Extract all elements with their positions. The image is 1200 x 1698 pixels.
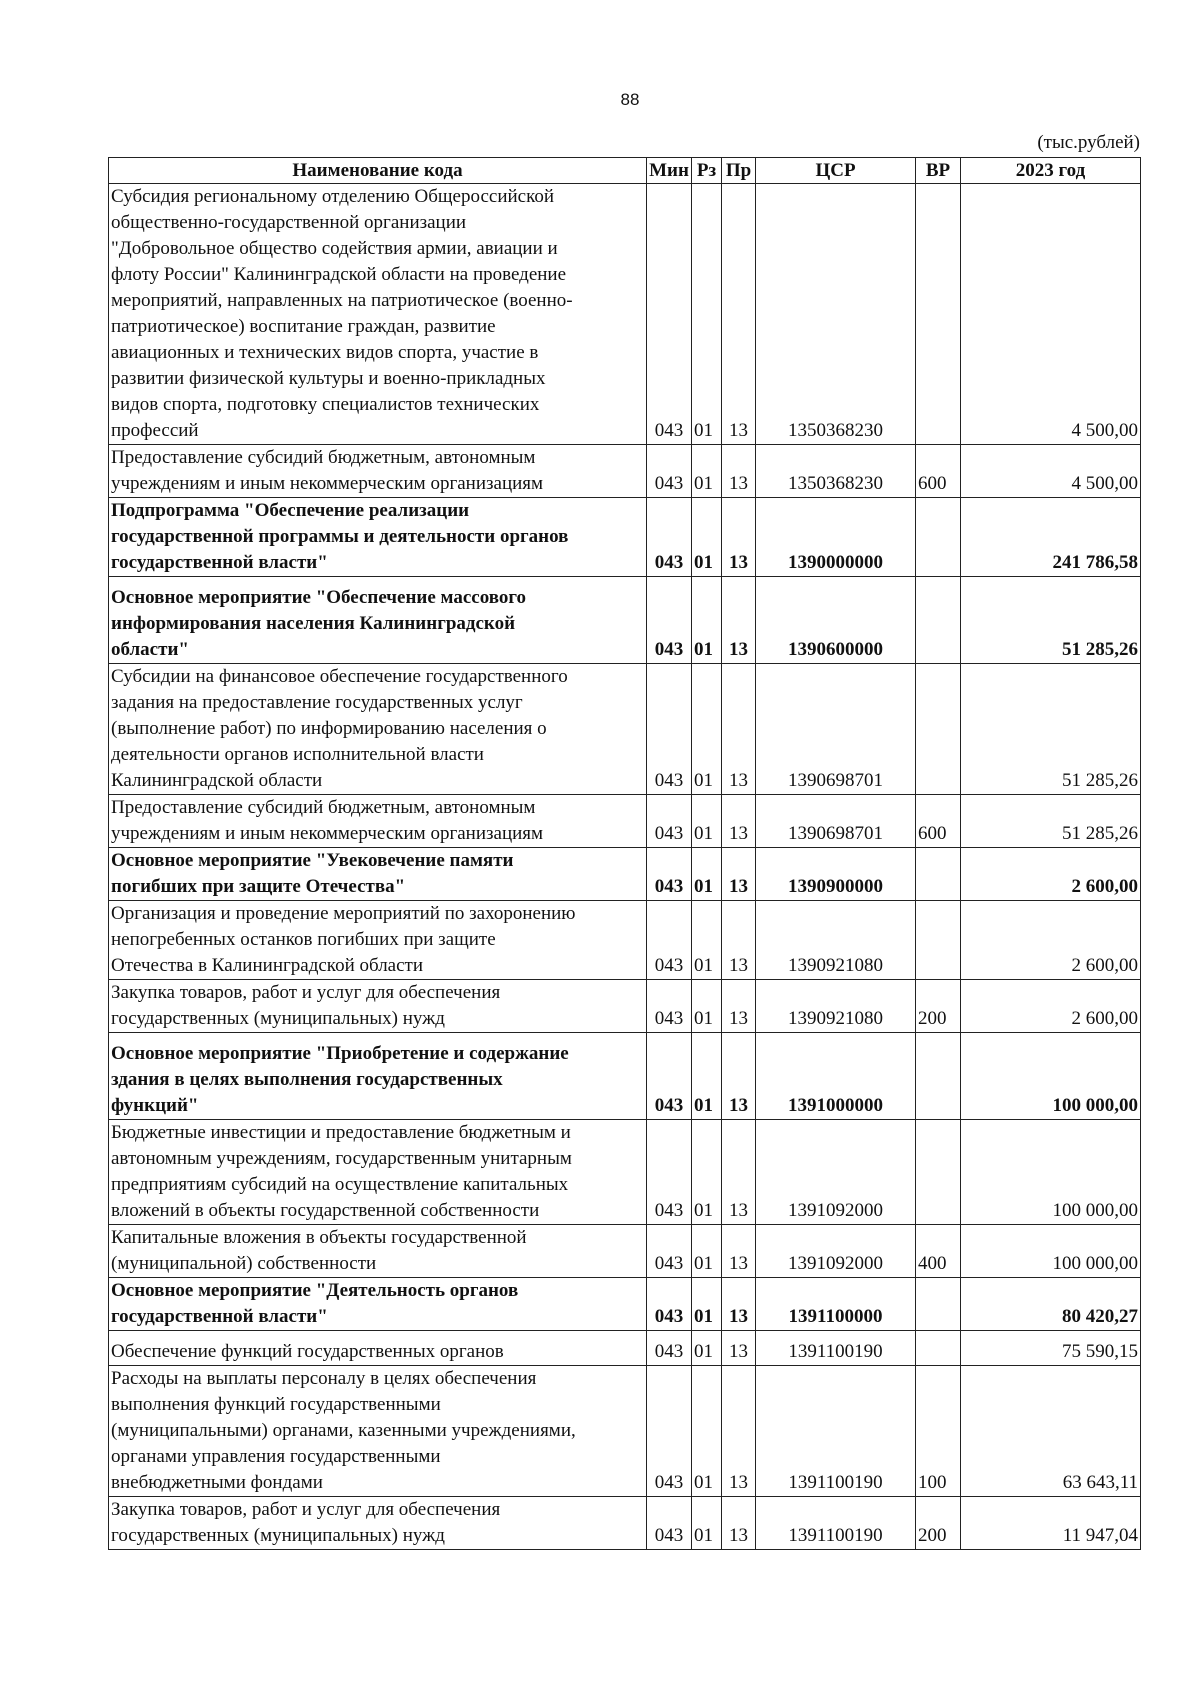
row-name-cell: Основное мероприятие "Деятельность органов государственной власти" [109, 1278, 647, 1331]
row-min-cell: 043 [647, 184, 692, 445]
table-row [109, 577, 1141, 664]
row-name-cell: Закупка товаров, работ и услуг для обеспечения государственных (муниципальных) нужд [109, 980, 647, 1033]
row-csr-cell: 1390698701 [756, 795, 916, 848]
table-row [109, 980, 1141, 1033]
row-vr-cell [916, 184, 961, 445]
row-min-cell: 043 [647, 1331, 692, 1366]
row-min-cell: 043 [647, 1366, 692, 1497]
row-min-cell: 043 [647, 1497, 692, 1550]
row-rz-cell: 01 [692, 1366, 722, 1497]
row-csr-cell: 1391092000 [756, 1120, 916, 1225]
row-min-cell: 043 [647, 1278, 692, 1331]
row-name-cell: Бюджетные инвестиции и предоставление бюджетным и автономным учреждениям, государственным унитарным предприятиям субсидий на осуществление капитальных вложений в объекты государственной собственности [109, 1120, 647, 1225]
table-body [109, 184, 1141, 1550]
row-rz-cell: 01 [692, 445, 722, 498]
row-csr-cell: 1391100000 [756, 1278, 916, 1331]
row-amount-cell: 100 000,00 [961, 1120, 1141, 1225]
row-name-cell: Субсидия региональному отделению Общероссийской общественно-государственной организации "Добровольное общество содействия армии, авиации и флоту России" Калининградской области на проведение мероприятий, направленных на патриотическое (военно- патриотическое) воспитание граждан, развитие авиационных и технических видов спорта, участие в развитии физической культуры и военно-прикладных видов спорта, подготовку специалистов технических профессий [109, 184, 647, 445]
table-row [109, 848, 1141, 901]
row-min-cell: 043 [647, 901, 692, 980]
row-vr-cell [916, 901, 961, 980]
row-vr-cell [916, 1278, 961, 1331]
row-rz-cell: 01 [692, 1033, 722, 1120]
row-name-cell: Обеспечение функций государственных органов [109, 1331, 647, 1366]
row-amount-cell: 4 500,00 [961, 184, 1141, 445]
table-row [109, 498, 1141, 577]
row-pr-cell: 13 [722, 1120, 756, 1225]
row-amount-cell: 51 285,26 [961, 577, 1141, 664]
row-rz-cell: 01 [692, 901, 722, 980]
row-pr-cell: 13 [722, 664, 756, 795]
page-number: 88 [620, 90, 640, 109]
row-rz-cell: 01 [692, 498, 722, 577]
row-pr-cell: 13 [722, 848, 756, 901]
row-vr-cell: 600 [916, 795, 961, 848]
table-row [109, 1331, 1141, 1366]
row-pr-cell: 13 [722, 1497, 756, 1550]
row-min-cell: 043 [647, 664, 692, 795]
row-csr-cell: 1390921080 [756, 901, 916, 980]
row-pr-cell: 13 [722, 1225, 756, 1278]
row-amount-cell: 51 285,26 [961, 664, 1141, 795]
row-pr-cell: 13 [722, 1033, 756, 1120]
row-rz-cell: 01 [692, 1225, 722, 1278]
row-amount-cell: 2 600,00 [961, 980, 1141, 1033]
row-csr-cell: 1391100190 [756, 1331, 916, 1366]
header-vr: ВР [916, 158, 961, 184]
table-row [109, 1225, 1141, 1278]
row-name-cell: Расходы на выплаты персоналу в целях обеспечения выполнения функций государственными (муниципальными) органами, казенными учреждениями, органами управления государственными внебюджетными фондами [109, 1366, 647, 1497]
table-header-row [109, 158, 1141, 184]
row-pr-cell: 13 [722, 445, 756, 498]
row-csr-cell: 1390900000 [756, 848, 916, 901]
table-row [109, 795, 1141, 848]
row-rz-cell: 01 [692, 1331, 722, 1366]
row-amount-cell: 4 500,00 [961, 445, 1141, 498]
header-pr: Пр [722, 158, 756, 184]
row-name-cell: Основное мероприятие "Приобретение и содержание здания в целях выполнения государственных функций" [109, 1033, 647, 1120]
table-row [109, 445, 1141, 498]
header-min: Мин [647, 158, 692, 184]
row-amount-cell: 241 786,58 [961, 498, 1141, 577]
row-vr-cell [916, 664, 961, 795]
row-name-cell: Основное мероприятие "Увековечение памяти погибших при защите Отечества" [109, 848, 647, 901]
row-vr-cell: 200 [916, 1497, 961, 1550]
row-amount-cell: 2 600,00 [961, 901, 1141, 980]
row-pr-cell: 13 [722, 498, 756, 577]
row-pr-cell: 13 [722, 1278, 756, 1331]
row-csr-cell: 1350368230 [756, 445, 916, 498]
row-amount-cell: 100 000,00 [961, 1033, 1141, 1120]
row-csr-cell: 1350368230 [756, 184, 916, 445]
row-pr-cell: 13 [722, 1366, 756, 1497]
row-rz-cell: 01 [692, 664, 722, 795]
budget-table [108, 157, 1141, 1550]
row-vr-cell [916, 848, 961, 901]
row-csr-cell: 1391100190 [756, 1366, 916, 1497]
row-pr-cell: 13 [722, 184, 756, 445]
table-row [109, 1497, 1141, 1550]
row-min-cell: 043 [647, 577, 692, 664]
row-min-cell: 043 [647, 1033, 692, 1120]
row-amount-cell: 11 947,04 [961, 1497, 1141, 1550]
row-amount-cell: 100 000,00 [961, 1225, 1141, 1278]
row-rz-cell: 01 [692, 795, 722, 848]
row-vr-cell [916, 498, 961, 577]
row-amount-cell: 75 590,15 [961, 1331, 1141, 1366]
table-row [109, 1120, 1141, 1225]
row-name-cell: Организация и проведение мероприятий по захоронению непогребенных останков погибших при защите Отечества в Калининградской области [109, 901, 647, 980]
row-vr-cell [916, 577, 961, 664]
table-row [109, 184, 1141, 445]
row-name-cell: Предоставление субсидий бюджетным, автономным учреждениям и иным некоммерческим организациям [109, 795, 647, 848]
row-min-cell: 043 [647, 498, 692, 577]
row-vr-cell: 400 [916, 1225, 961, 1278]
row-name-cell: Подпрограмма "Обеспечение реализации государственной программы и деятельности органов государственной власти" [109, 498, 647, 577]
row-amount-cell: 2 600,00 [961, 848, 1141, 901]
row-amount-cell: 63 643,11 [961, 1366, 1141, 1497]
row-vr-cell [916, 1331, 961, 1366]
row-name-cell: Закупка товаров, работ и услуг для обеспечения государственных (муниципальных) нужд [109, 1497, 647, 1550]
row-min-cell: 043 [647, 848, 692, 901]
row-vr-cell: 200 [916, 980, 961, 1033]
row-pr-cell: 13 [722, 1331, 756, 1366]
row-amount-cell: 51 285,26 [961, 795, 1141, 848]
row-rz-cell: 01 [692, 848, 722, 901]
table-row [109, 1366, 1141, 1497]
header-name: Наименование кода [109, 158, 647, 184]
row-amount-cell: 80 420,27 [961, 1278, 1141, 1331]
row-name-cell: Капитальные вложения в объекты государственной (муниципальной) собственности [109, 1225, 647, 1278]
row-min-cell: 043 [647, 445, 692, 498]
table-row [109, 1033, 1141, 1120]
row-csr-cell: 1390698701 [756, 664, 916, 795]
row-pr-cell: 13 [722, 795, 756, 848]
row-csr-cell: 1390921080 [756, 980, 916, 1033]
row-vr-cell: 600 [916, 445, 961, 498]
row-name-cell: Основное мероприятие "Обеспечение массового информирования населения Калининградской области" [109, 577, 647, 664]
row-rz-cell: 01 [692, 1497, 722, 1550]
header-csr: ЦСР [756, 158, 916, 184]
row-csr-cell: 1391100190 [756, 1497, 916, 1550]
row-csr-cell: 1391000000 [756, 1033, 916, 1120]
row-vr-cell: 100 [916, 1366, 961, 1497]
header-rz: Рз [692, 158, 722, 184]
row-pr-cell: 13 [722, 980, 756, 1033]
row-csr-cell: 1390600000 [756, 577, 916, 664]
row-pr-cell: 13 [722, 901, 756, 980]
row-name-cell: Предоставление субсидий бюджетным, автономным учреждениям и иным некоммерческим организациям [109, 445, 647, 498]
row-min-cell: 043 [647, 1120, 692, 1225]
row-csr-cell: 1391092000 [756, 1225, 916, 1278]
table-row [109, 664, 1141, 795]
header-year: 2023 год [961, 158, 1141, 184]
row-vr-cell [916, 1120, 961, 1225]
table-row [109, 1278, 1141, 1331]
row-min-cell: 043 [647, 980, 692, 1033]
table-row [109, 901, 1141, 980]
row-rz-cell: 01 [692, 980, 722, 1033]
units-label: (тыс.рублей) [1037, 132, 1140, 153]
row-min-cell: 043 [647, 1225, 692, 1278]
row-min-cell: 043 [647, 795, 692, 848]
row-rz-cell: 01 [692, 1120, 722, 1225]
row-pr-cell: 13 [722, 577, 756, 664]
row-name-cell: Субсидии на финансовое обеспечение государственного задания на предоставление государственных услуг (выполнение работ) по информированию населения о деятельности органов исполнительной власти Калининградской области [109, 664, 647, 795]
row-rz-cell: 01 [692, 1278, 722, 1331]
row-rz-cell: 01 [692, 577, 722, 664]
row-csr-cell: 1390000000 [756, 498, 916, 577]
row-vr-cell [916, 1033, 961, 1120]
row-rz-cell: 01 [692, 184, 722, 445]
